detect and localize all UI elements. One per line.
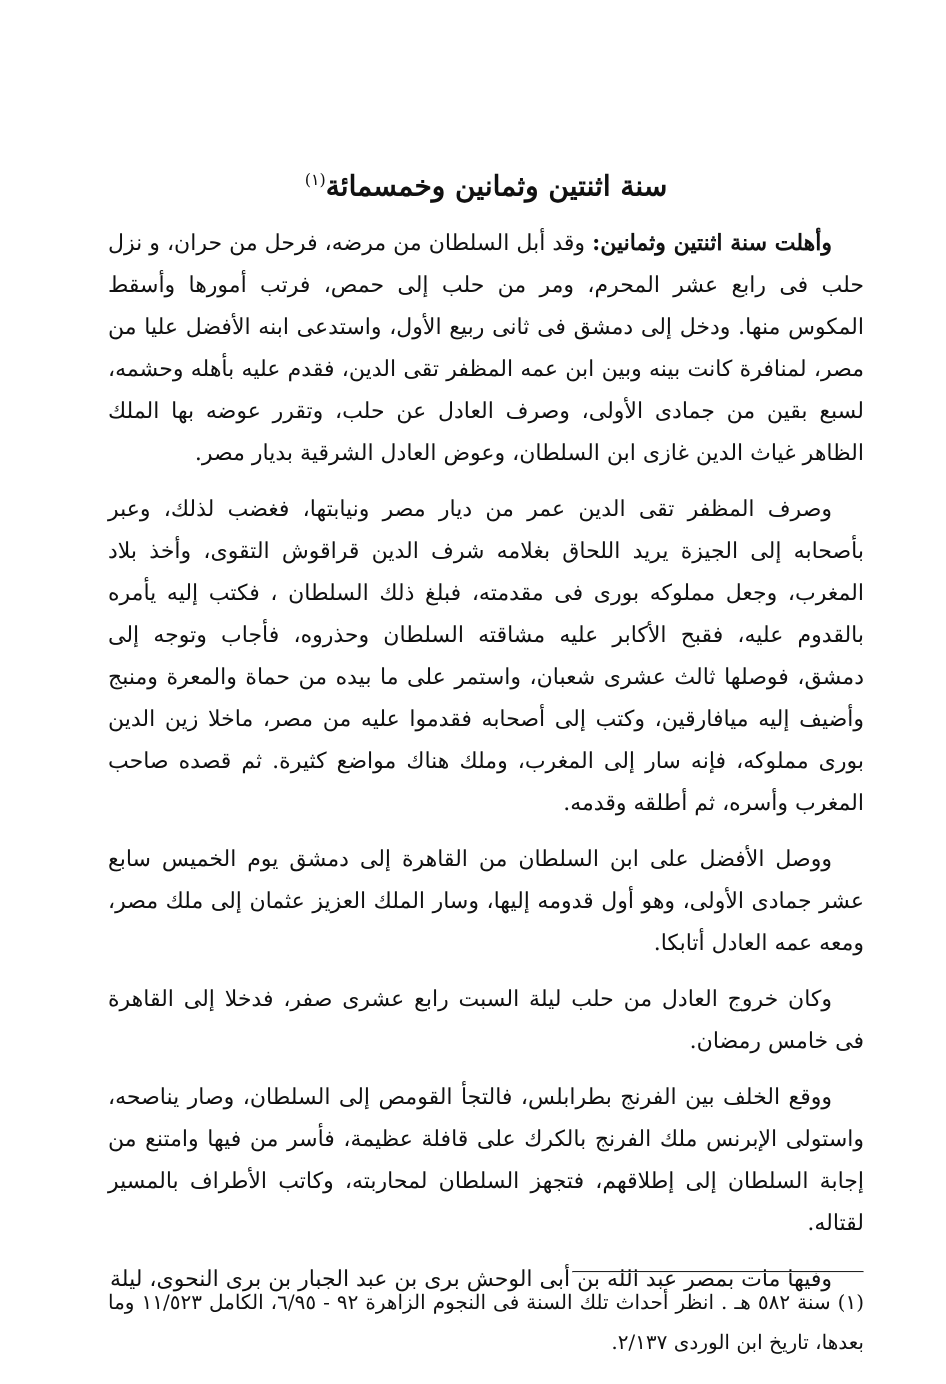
paragraph-4-text: وكان خروج العادل من حلب ليلة السبت رابع عشرى صفر، فدخلا إلى القاهرة فى خامس رمضان. <box>108 987 864 1054</box>
paragraph-2-text: وصرف المظفر تقى الدين عمر من ديار مصر ونيابتها، فغضب لذلك، وعبر بأصحابه إلى الجيزة يريد اللحاق بغلامه شرف الدين قراقوش التقوى، وأخذ بلاد المغرب، وجعل مملوكه بورى فى مقدمته، فبلغ ذلك السلطان ، فكتب إليه يأمره بالقدوم عليه، فقبح الأكابر عليه مشاقته السلطان وحذروه، فأجاب وتوجه إلى دمشق، فوصلها ثالث عشرى شعبان، واستمر على ما بيده من حماة والمعرة ومنبج وأضيف إليه ميافارقين، وكتب إلى أصحابه فقدموا عليه من مصر، ماخلا زين الدين بورى مملوكه، فإنه سار إلى المغرب، وملك هناك مواضع كثيرة. ثم قصده صاحب المغرب وأسره، ثم أطلقه وقدمه. <box>108 497 864 816</box>
footnote: (١) سنة ٥٨٢ هـ . انظر أحداث تلك السنة فى النجوم الزاهرة ٩٢ - ٦/٩٥، الكامل ١١/٥٢٣ وما بعدها، تاريخ ابن الوردى ٢/١٣٧. <box>108 1290 864 1354</box>
paragraph-4 <box>108 979 864 1063</box>
paragraph-1-lead: وأهلت سنة اثنتين وثمانين: <box>592 230 833 256</box>
paragraph-1-text: وقد أبل السلطان من مرضه، فرحل من حران، و نزل حلب فى رابع عشر المحرم، ومر من حلب إلى حمص، فرتب أمورها وأسقط المكوس منها. ودخل إلى دمشق فى ثانى ربيع الأول، واستدعى ابنه الأفضل عليا من مصر، لمنافرة كانت بينه وبين ابن عمه المظفر تقى الدين، فقدم عليه بأهله وحشمه، لسبع بقين من جمادى الأولى، وصرف العادل عن حلب، وتقرر عوضه بها الملك الظاهر غياث الدين غازى ابن السلطان، وعوض العادل الشرقية بديار مصر. <box>108 231 864 466</box>
paragraph-6-text: وفيها مات بمصر عبد الله بن أبى الوحش برى بن عبد الجبار بن برى النحوى، ليلة <box>109 1267 832 1292</box>
paragraph-2 <box>108 489 864 825</box>
paragraph-5 <box>108 1077 864 1245</box>
paragraph-3-text: ووصل الأفضل على ابن السلطان من القاهرة إلى دمشق يوم الخميس سابع عشر جمادى الأولى، وهو أول قدومه إليها، وسار الملك العزيز عثمان إلى ملك مصر، ومعه عمه العادل أتابكا. <box>108 847 864 956</box>
book-page <box>108 0 864 1384</box>
footnote-divider <box>572 1271 864 1273</box>
paragraph-3 <box>108 839 864 965</box>
main-text <box>108 222 864 1301</box>
page-heading <box>108 160 864 206</box>
footnote-reference: (١) <box>304 170 326 189</box>
heading-title: سنة اثنتين وثمانين وخمسمائة <box>325 169 668 203</box>
paragraph-1 <box>108 222 864 475</box>
paragraph-5-text: ووقع الخلف بين الفرنج بطرابلس، فالتجأ القومص إلى السلطان، وصار يناصحه، واستولى الإبرنس ملك الفرنج بالكرك على قافلة عظيمة، فأسر من فيها وامتنع من إجابة السلطان إلى إطلاقهم، فتجهز السلطان لمحاربته، وكاتب الأطراف بالمسير لقتاله. <box>108 1085 864 1236</box>
